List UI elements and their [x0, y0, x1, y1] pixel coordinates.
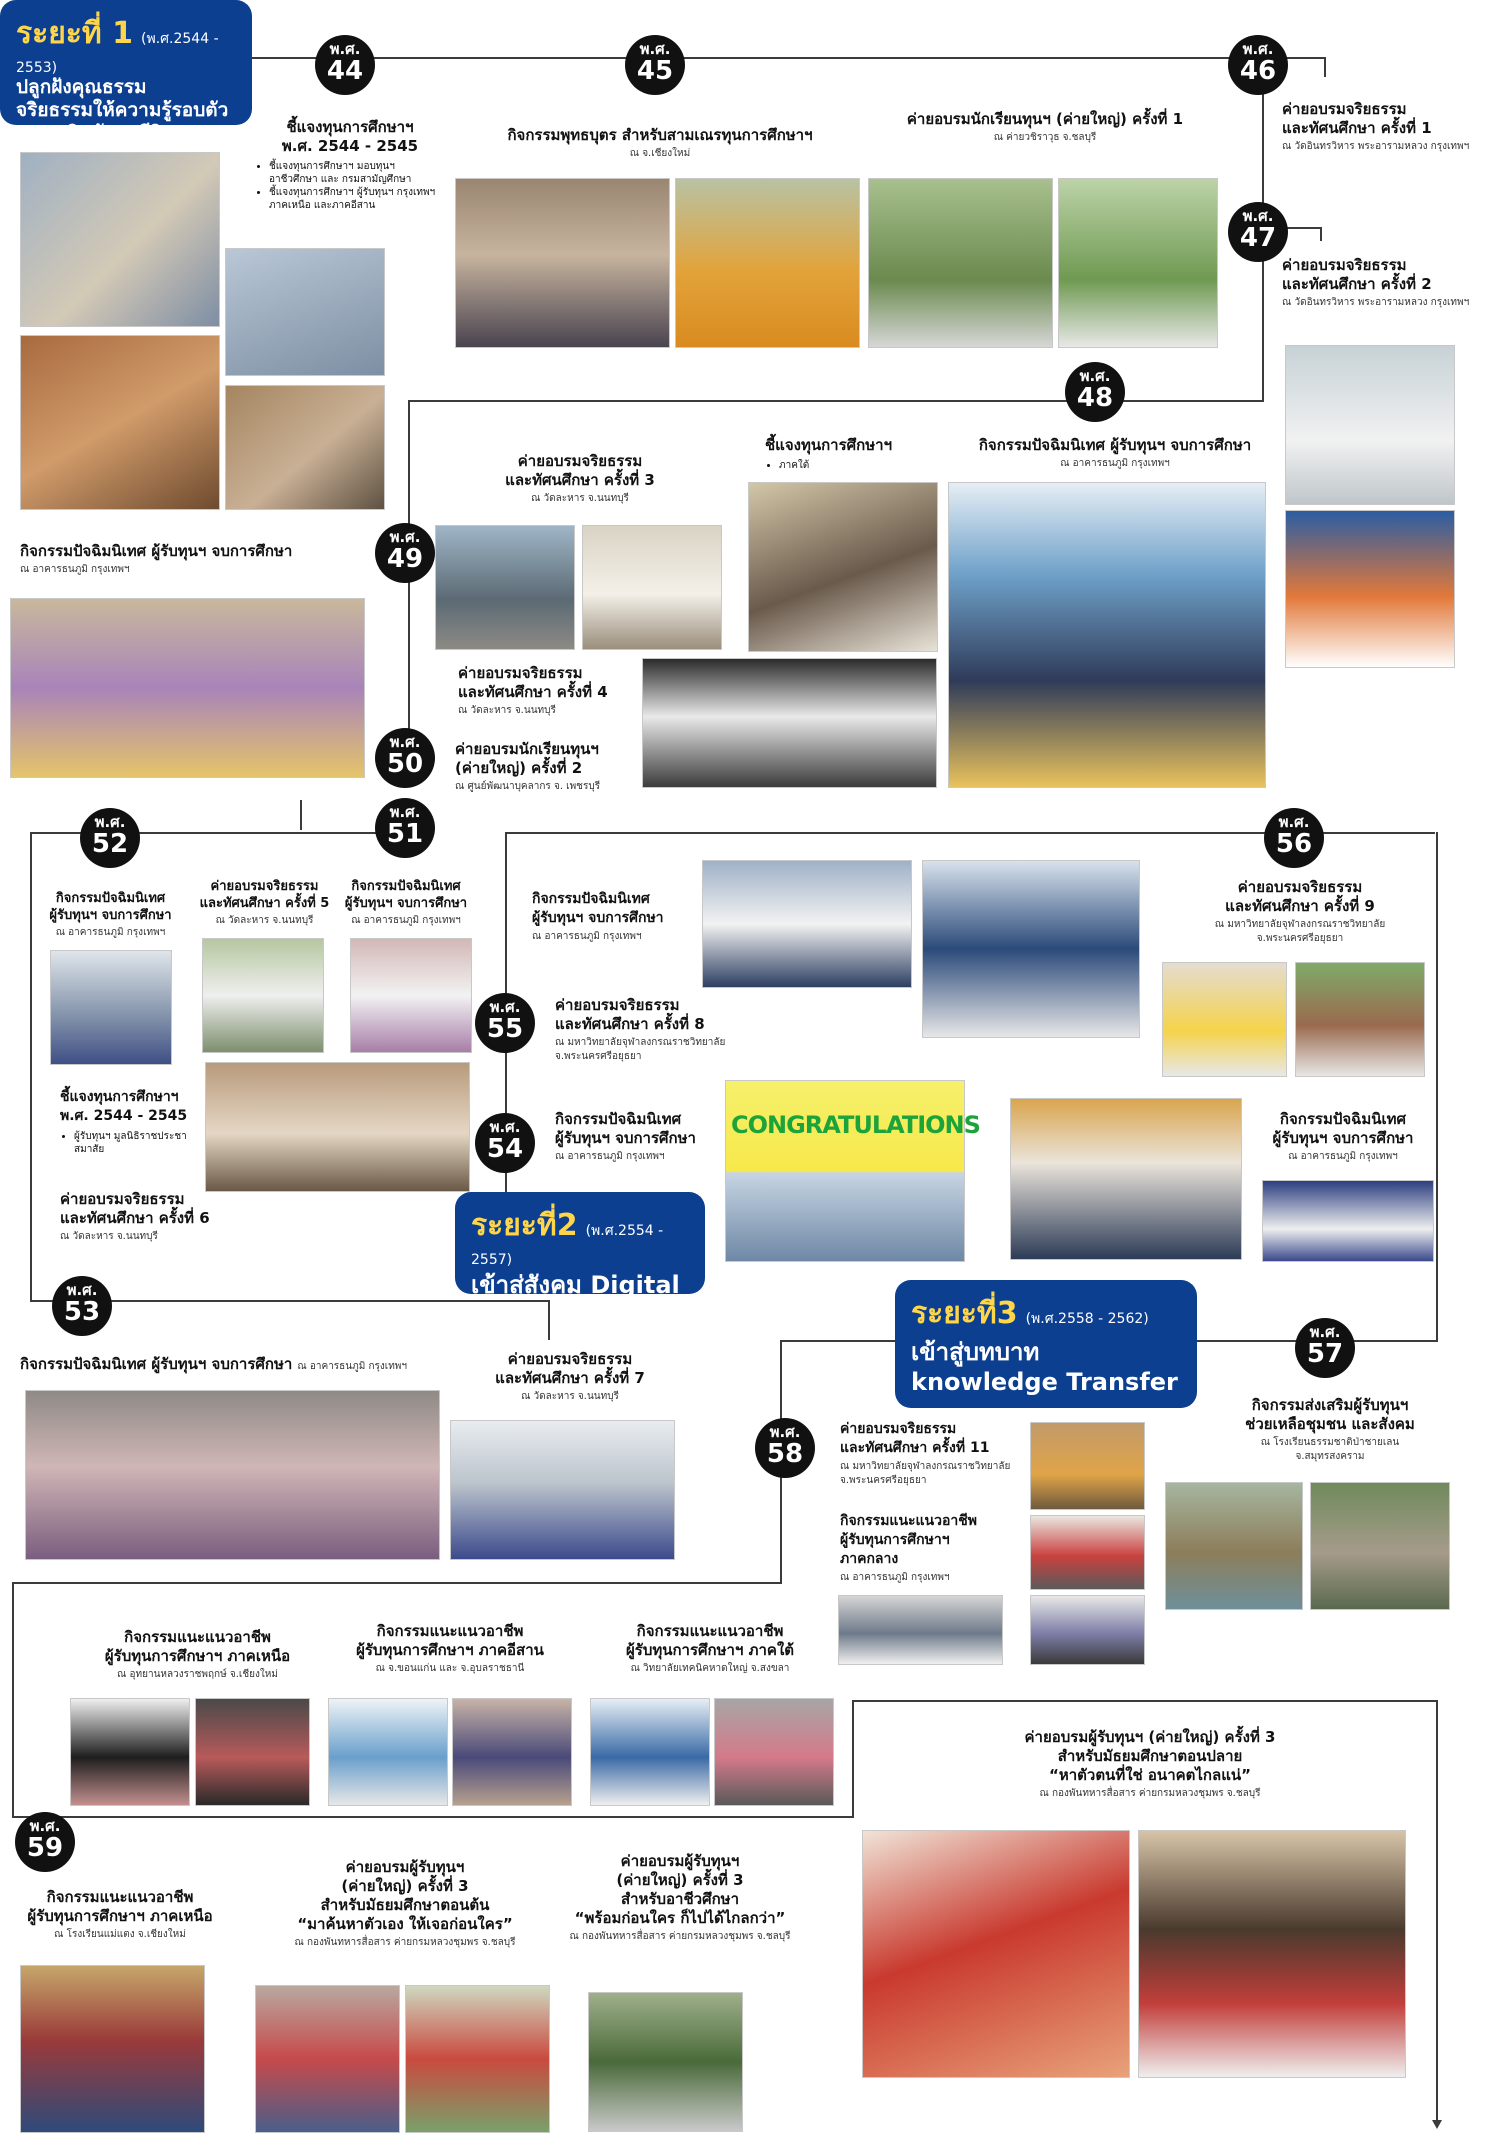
- event-block: [880, 110, 1210, 145]
- photo: [582, 525, 722, 650]
- event-block: [458, 664, 638, 718]
- event-block: [1282, 256, 1492, 310]
- year-number: 54: [486, 1134, 524, 1164]
- event-location: ณ อาคารธนภูมิ กรุงเทพฯ: [297, 1361, 408, 1372]
- event-location: ณ กองพันทหารสื่อสาร ค่ายกรมหลวงชุมพร จ.ชลบุรี: [569, 1931, 791, 1942]
- event-title: พ.ศ. 2544 - 2545: [60, 1108, 188, 1124]
- photo: [1162, 962, 1287, 1077]
- photo: [1058, 178, 1218, 348]
- event-location: ณ อาคารธนภูมิ กรุงเทพฯ: [55, 927, 166, 938]
- event-title: และทัศนศึกษา ครั้งที่ 3: [505, 471, 655, 489]
- event-title: กิจกรรมปัจฉิมนิเทศ: [532, 891, 650, 907]
- year-marker: [1228, 35, 1288, 95]
- year-number: 45: [636, 56, 674, 86]
- event-title: ค่ายอบรมผู้รับทุนฯ: [345, 1858, 465, 1876]
- event-block: [935, 436, 1295, 471]
- photo: [435, 525, 575, 650]
- year-label: พ.ศ.: [329, 40, 361, 58]
- year-label: พ.ศ.: [1242, 207, 1274, 225]
- event-location: ณ ค่ายวชิราวุธ จ.ชลบุรี: [993, 132, 1097, 143]
- photo: [255, 1985, 400, 2133]
- photo: [1030, 1595, 1145, 1665]
- event-title: ผู้รับทุนฯ จบการศึกษา: [555, 1129, 696, 1147]
- event-title: ชี้แจงทุนการศึกษาฯ: [286, 118, 414, 136]
- year-marker: [375, 523, 435, 583]
- photo: [868, 178, 1053, 348]
- year-marker: [375, 728, 435, 788]
- event-title: ชี้แจงทุนการศึกษาฯ: [60, 1089, 179, 1105]
- phase-range: (พ.ศ.2558 - 2562): [1025, 1311, 1149, 1327]
- event-title: ผู้รับทุนการศึกษาฯ ภาคใต้: [625, 1641, 795, 1659]
- event-title: ภาคกลาง: [840, 1551, 899, 1567]
- year-label: พ.ศ.: [769, 1423, 801, 1441]
- photo: [1030, 1515, 1145, 1590]
- year-marker: [625, 35, 685, 95]
- year-marker: [755, 1418, 815, 1478]
- event-block: [960, 1728, 1340, 1801]
- photo: [195, 1698, 310, 1806]
- event-location: ณ วัดละหาร จ.นนทบุรี: [60, 1231, 158, 1242]
- event-title: กิจกรรมแนะแนวอาชีพ: [840, 1513, 977, 1529]
- photo: [452, 1698, 572, 1806]
- phase-title: ระยะที่3: [911, 1296, 1018, 1331]
- year-marker: [315, 35, 375, 95]
- photo: [225, 248, 385, 376]
- event-block: [840, 1420, 1025, 1488]
- year-label: พ.ศ.: [389, 803, 421, 821]
- year-number: 47: [1239, 223, 1277, 253]
- event-location: ณ อาคารธนภูมิ กรุงเทพฯ: [1288, 1151, 1398, 1162]
- event-title: และทัศนศึกษา ครั้งที่ 6: [60, 1209, 210, 1227]
- event-title: กิจกรรมปัจฉิมนิเทศ ผู้รับทุนฯ จบการศึกษา: [20, 542, 293, 560]
- event-title: “หาตัวตนที่ใช่ อนาคตไกลแน่”: [1048, 1766, 1251, 1784]
- phase-subtitle: ปลูกฝังคุณธรรม: [16, 76, 147, 98]
- year-marker: [475, 1113, 535, 1173]
- year-number: 59: [26, 1833, 64, 1863]
- event-location: ณ โรงเรียนแม่แตง จ.เชียงใหม่: [54, 1929, 186, 1940]
- event-title: ค่ายอบรมผู้รับทุนฯ (ค่ายใหญ่) ครั้งที่ 3: [1024, 1728, 1276, 1746]
- event-block: [335, 1622, 565, 1676]
- event-block: [80, 1628, 315, 1682]
- event-location: ณ อาคารธนภูมิ กรุงเทพฯ: [1060, 458, 1170, 469]
- event-title: ค่ายอบรมจริยธรรม: [517, 452, 643, 470]
- event-title: ผู้รับทุนฯ จบการศึกษา: [532, 910, 664, 926]
- event-title: กิจกรรมพุทธบุตร สำหรับสามเณรทุนการศึกษาฯ: [507, 126, 813, 144]
- event-block: [470, 126, 850, 161]
- event-block: [480, 452, 680, 506]
- event-block: [470, 1350, 670, 1404]
- photo: [25, 1390, 440, 1560]
- event-block: [192, 878, 337, 928]
- event-title: ค่ายอบรมจริยธรรม: [60, 1190, 185, 1208]
- event-location: ณ วัดอินทรวิหาร พระอารามหลวง กรุงเทพฯ: [1282, 141, 1470, 152]
- event-location: ณ มหาวิทยาลัยจุฬาลงกรณราชวิทยาลัย จ.พระนครศรีอยุธยา: [555, 1037, 726, 1062]
- phase-range: (พ.ศ.2544 - 2553): [16, 31, 219, 76]
- event-title: ค่ายอบรมจริยธรรม: [1282, 256, 1407, 274]
- photo: [1010, 1098, 1242, 1260]
- event-title: กิจกรรมส่งเสริมผู้รับทุนฯ: [1251, 1396, 1409, 1414]
- event-location: ณ โรงเรียนธรรมชาติป่าชายเลน จ.สมุทรสงคราม: [1260, 1437, 1400, 1462]
- phase-subtitle: จริยธรรมให้ความรู้รอบตัว: [16, 99, 229, 121]
- event-block: [1185, 878, 1415, 946]
- event-title: “พร้อมก่อนใคร ก็ไปได้ไกลกว่า”: [574, 1909, 786, 1927]
- event-title: และทัศนศึกษา ครั้งที่ 4: [458, 683, 608, 701]
- phase-subtitle: knowledge Transfer: [911, 1368, 1178, 1396]
- event-block: [532, 890, 702, 944]
- event-block: [60, 1190, 260, 1244]
- photo: [1295, 962, 1425, 1077]
- photo: [20, 152, 220, 327]
- event-bullets: [255, 160, 445, 212]
- year-label: พ.ศ.: [94, 813, 126, 831]
- event-title: “มาค้นหาตัวเอง ให้เจอก่อนใคร”: [297, 1915, 513, 1933]
- photo: [350, 938, 472, 1053]
- event-bullets: [60, 1130, 210, 1156]
- event-title: ค่ายอบรมนักเรียนทุนฯ (ค่ายใหญ่) ครั้งที่ 1: [906, 110, 1184, 128]
- event-location: ณ มหาวิทยาลัยจุฬาลงกรณราชวิทยาลัย จ.พระนครศรีอยุธยา: [1214, 919, 1386, 944]
- event-bullet: • ชี้แจงทุนการศึกษาฯ ผู้รับทุนฯ กรุงเทพฯ ภาคเหนือ และภาคอีสาน: [269, 186, 445, 212]
- photo: [714, 1698, 834, 1806]
- event-location: ณ จ.เชียงใหม่: [629, 148, 691, 159]
- photo: [20, 335, 220, 510]
- event-title: ค่ายอบรมจริยธรรม: [840, 1421, 957, 1437]
- event-block: [765, 436, 925, 472]
- photo: [590, 1698, 710, 1806]
- photo: [922, 860, 1140, 1038]
- phase-title: ระยะที่ 1: [16, 16, 134, 51]
- event-block: [555, 996, 755, 1064]
- event-block: [255, 118, 445, 212]
- event-title: กิจกรรมปัจฉิมนิเทศ ผู้รับทุนฯ จบการศึกษา: [20, 1355, 293, 1373]
- photo: [748, 482, 938, 652]
- photo: [328, 1698, 448, 1806]
- event-title: ผู้รับทุนการศึกษาฯ: [840, 1532, 950, 1548]
- phase-1-banner: [0, 0, 252, 144]
- event-title: และทัศนศึกษา ครั้งที่ 5: [199, 896, 330, 911]
- photo: [205, 1062, 470, 1192]
- photo: [405, 1985, 550, 2133]
- event-location: ณ อาคารธนภูมิ กรุงเทพฯ: [351, 915, 461, 926]
- photo: [1285, 345, 1455, 505]
- event-title: และทัศนศึกษา ครั้งที่ 8: [555, 1015, 705, 1033]
- year-label: พ.ศ.: [1079, 367, 1111, 385]
- event-title: ค่ายอบรมจริยธรรม: [210, 879, 319, 894]
- event-bullet: • ชี้แจงทุนการศึกษาฯ มอบทุนฯ อาชีวศึกษา และ กรมสามัญศึกษา: [269, 160, 445, 186]
- year-number: 52: [91, 829, 129, 859]
- photo: [455, 178, 670, 348]
- event-title: ค่ายอบรมผู้รับทุนฯ: [620, 1852, 740, 1870]
- event-title: และทัศนศึกษา ครั้งที่ 2: [1282, 275, 1432, 293]
- event-title: และทัศนศึกษา ครั้งที่ 7: [495, 1369, 645, 1387]
- photo: [675, 178, 860, 348]
- event-block: [20, 542, 355, 577]
- event-block: [38, 890, 183, 940]
- year-label: พ.ศ.: [66, 1281, 98, 1299]
- event-bullet: • ผู้รับทุนฯ มูลนิธิราชประชาสมาสัย: [74, 1130, 210, 1156]
- photo: [50, 950, 172, 1065]
- event-title: กิจกรรมแนะแนวอาชีพ: [46, 1888, 194, 1906]
- year-number: 46: [1239, 56, 1277, 86]
- event-title: ผู้รับทุนฯ จบการศึกษา: [1272, 1129, 1414, 1147]
- photo: [642, 658, 937, 788]
- event-title: สำหรับมัธยมศึกษาตอนปลาย: [1057, 1747, 1243, 1765]
- event-title: ผู้รับทุนฯ จบการศึกษา: [49, 908, 172, 923]
- year-marker: [80, 808, 140, 868]
- event-title: และทัศนศึกษา ครั้งที่ 9: [1225, 897, 1375, 915]
- phase-3-banner: [895, 1280, 1197, 1408]
- event-title: ชี้แจงทุนการศึกษาฯ: [765, 436, 893, 454]
- photo: [225, 385, 385, 510]
- event-title: ผู้รับทุนการศึกษาฯ ภาคเหนือ: [104, 1647, 291, 1665]
- year-number: 56: [1275, 829, 1313, 859]
- photo: [588, 1992, 743, 2132]
- event-title: (ค่ายใหญ่) ครั้งที่ 2: [455, 759, 583, 777]
- event-block: [270, 1858, 540, 1950]
- event-title: และทัศนศึกษา ครั้งที่ 11: [840, 1440, 990, 1456]
- event-title: (ค่ายใหญ่) ครั้งที่ 3: [616, 1871, 744, 1889]
- photo: [202, 938, 324, 1053]
- event-bullet: • ภาคใต้: [779, 459, 925, 472]
- year-marker: [1264, 808, 1324, 868]
- event-title: (ค่ายใหญ่) ครั้งที่ 3: [341, 1877, 469, 1895]
- event-block: [840, 1512, 1025, 1585]
- event-title: ค่ายอบรมจริยธรรม: [1237, 878, 1363, 896]
- photo: [20, 1965, 205, 2133]
- event-title: กิจกรรมปัจฉิมนิเทศ: [555, 1110, 682, 1128]
- event-location: ณ มหาวิทยาลัยจุฬาลงกรณราชวิทยาลัย จ.พระนครศรีอยุธยา: [840, 1461, 1011, 1486]
- event-title: ค่ายอบรมจริยธรรม: [458, 664, 583, 682]
- event-title: ช่วยเหลือชุมชน และสังคม: [1245, 1415, 1415, 1433]
- event-block: [455, 740, 640, 794]
- phase-title: ระยะที่2: [471, 1208, 578, 1243]
- year-marker: [1065, 362, 1125, 422]
- year-label: พ.ศ.: [29, 1817, 61, 1835]
- year-number: 57: [1306, 1339, 1344, 1369]
- photo: [948, 482, 1266, 788]
- event-block: [1258, 1110, 1428, 1164]
- event-title: กิจกรรมแนะแนวอาชีพ: [636, 1622, 784, 1640]
- phase-subtitle: เข้าสู่สังคม Digital: [471, 1271, 680, 1299]
- year-number: 58: [766, 1439, 804, 1469]
- phase-2-banner: [455, 1192, 705, 1299]
- photo: [70, 1698, 190, 1806]
- photo: [862, 1830, 1130, 2078]
- phase-subtitle: และเสริมทักษะชีวิต: [16, 122, 174, 144]
- event-location: ณ อุทยานหลวงราชพฤกษ์ จ.เชียงใหม่: [117, 1669, 278, 1680]
- event-location: ณ กองพันทหารสื่อสาร ค่ายกรมหลวงชุมพร จ.ชลบุรี: [294, 1937, 516, 1948]
- year-number: 48: [1076, 383, 1114, 413]
- photo: [725, 1080, 980, 1262]
- event-block: [342, 878, 470, 928]
- year-number: 44: [326, 56, 364, 86]
- event-block: [10, 1888, 230, 1942]
- event-block: [600, 1622, 820, 1676]
- photo: [10, 598, 365, 778]
- year-label: พ.ศ.: [1309, 1323, 1341, 1341]
- event-title: ค่ายอบรมจริยธรรม: [555, 996, 680, 1014]
- event-location: ณ วัดละหาร จ.นนทบุรี: [521, 1391, 619, 1402]
- event-title: ค่ายอบรมจริยธรรม: [507, 1350, 633, 1368]
- event-bullets: [765, 459, 925, 472]
- year-marker: [52, 1276, 112, 1336]
- event-block: [555, 1110, 735, 1164]
- year-label: พ.ศ.: [389, 733, 421, 751]
- event-location: ณ กองพันทหารสื่อสาร ค่ายกรมหลวงชุมพร จ.ชลบุรี: [1039, 1788, 1261, 1799]
- photo: [1285, 510, 1455, 668]
- event-title: และทัศนศึกษา ครั้งที่ 1: [1282, 119, 1432, 137]
- congratulations-banner: CONGRATULATIONS: [731, 1111, 980, 1139]
- year-number: 49: [386, 544, 424, 574]
- event-title: กิจกรรมแนะแนวอาชีพ: [376, 1622, 524, 1640]
- phase-range: (พ.ศ.2554 - 2557): [471, 1223, 664, 1268]
- event-block: [1282, 100, 1492, 154]
- event-title: สำหรับอาชีวศึกษา: [621, 1890, 739, 1908]
- event-location: ณ อาคารธนภูมิ กรุงเทพฯ: [840, 1572, 950, 1583]
- event-location: ณ ศูนย์พัฒนาบุคลากร จ. เพชรบุรี: [455, 781, 601, 792]
- event-location: ณ จ.ขอนแก่น และ จ.อุบลราชธานี: [375, 1663, 525, 1674]
- photo: [1030, 1422, 1145, 1510]
- year-number: 53: [63, 1297, 101, 1327]
- event-location: ณ อาคารธนภูมิ กรุงเทพฯ: [532, 931, 642, 942]
- photo: [1165, 1482, 1303, 1610]
- year-marker: [1295, 1318, 1355, 1378]
- photo: [1262, 1180, 1434, 1262]
- event-title: ค่ายอบรมจริยธรรม: [1282, 100, 1407, 118]
- year-marker: [1228, 202, 1288, 262]
- event-block: [1225, 1396, 1435, 1464]
- event-block: [20, 1354, 450, 1374]
- event-title: ผู้รับทุนการศึกษาฯ ภาคเหนือ: [27, 1907, 213, 1925]
- year-label: พ.ศ.: [489, 998, 521, 1016]
- event-title: กิจกรรมปัจฉิมนิเทศ: [1279, 1110, 1407, 1128]
- photo: [702, 860, 912, 988]
- event-title: สำหรับมัธยมศึกษาตอนต้น: [320, 1896, 490, 1914]
- event-location: ณ วัดละหาร จ.นนทบุรี: [531, 493, 629, 504]
- event-location: ณ วิทยาลัยเทคนิคหาดใหญ่ จ.สงขลา: [630, 1663, 790, 1674]
- event-block: [60, 1088, 210, 1156]
- year-number: 55: [486, 1014, 524, 1044]
- event-title: กิจกรรมปัจฉิมนิเทศ ผู้รับทุนฯ จบการศึกษา: [978, 436, 1252, 454]
- event-location: ณ วัดละหาร จ.นนทบุรี: [458, 705, 556, 716]
- event-block: [555, 1852, 805, 1944]
- year-marker: [375, 798, 435, 858]
- year-marker: [475, 993, 535, 1053]
- year-marker: [15, 1812, 75, 1872]
- event-location: ณ วัดละหาร จ.นนทบุรี: [215, 915, 314, 926]
- event-location: ณ อาคารธนภูมิ กรุงเทพฯ: [20, 564, 130, 575]
- event-title: กิจกรรมปัจฉิมนิเทศ: [55, 891, 166, 906]
- event-title: พ.ศ. 2544 - 2545: [281, 137, 419, 155]
- event-title: ผู้รับทุนการศึกษาฯ ภาคอีสาน: [356, 1641, 544, 1659]
- phase-subtitle: เข้าสู่บทบาท: [911, 1338, 1040, 1366]
- year-label: พ.ศ.: [389, 528, 421, 546]
- event-title: กิจกรรมแนะแนวอาชีพ: [124, 1628, 271, 1646]
- photo: [1310, 1482, 1450, 1610]
- year-label: พ.ศ.: [1242, 40, 1274, 58]
- photo: [838, 1595, 1003, 1665]
- event-title: ค่ายอบรมนักเรียนทุนฯ: [455, 740, 599, 758]
- year-number: 51: [386, 819, 424, 849]
- photo: [450, 1420, 675, 1560]
- year-label: พ.ศ.: [639, 40, 671, 58]
- photo: [1138, 1830, 1406, 2078]
- event-location: ณ อาคารธนภูมิ กรุงเทพฯ: [555, 1151, 665, 1162]
- event-location: ณ วัดอินทรวิหาร พระอารามหลวง กรุงเทพฯ: [1282, 297, 1470, 308]
- year-label: พ.ศ.: [1278, 813, 1310, 831]
- event-title: ผู้รับทุนฯ จบการศึกษา: [344, 896, 468, 911]
- year-number: 50: [386, 749, 424, 779]
- event-title: กิจกรรมปัจฉิมนิเทศ: [351, 879, 461, 894]
- year-label: พ.ศ.: [489, 1118, 521, 1136]
